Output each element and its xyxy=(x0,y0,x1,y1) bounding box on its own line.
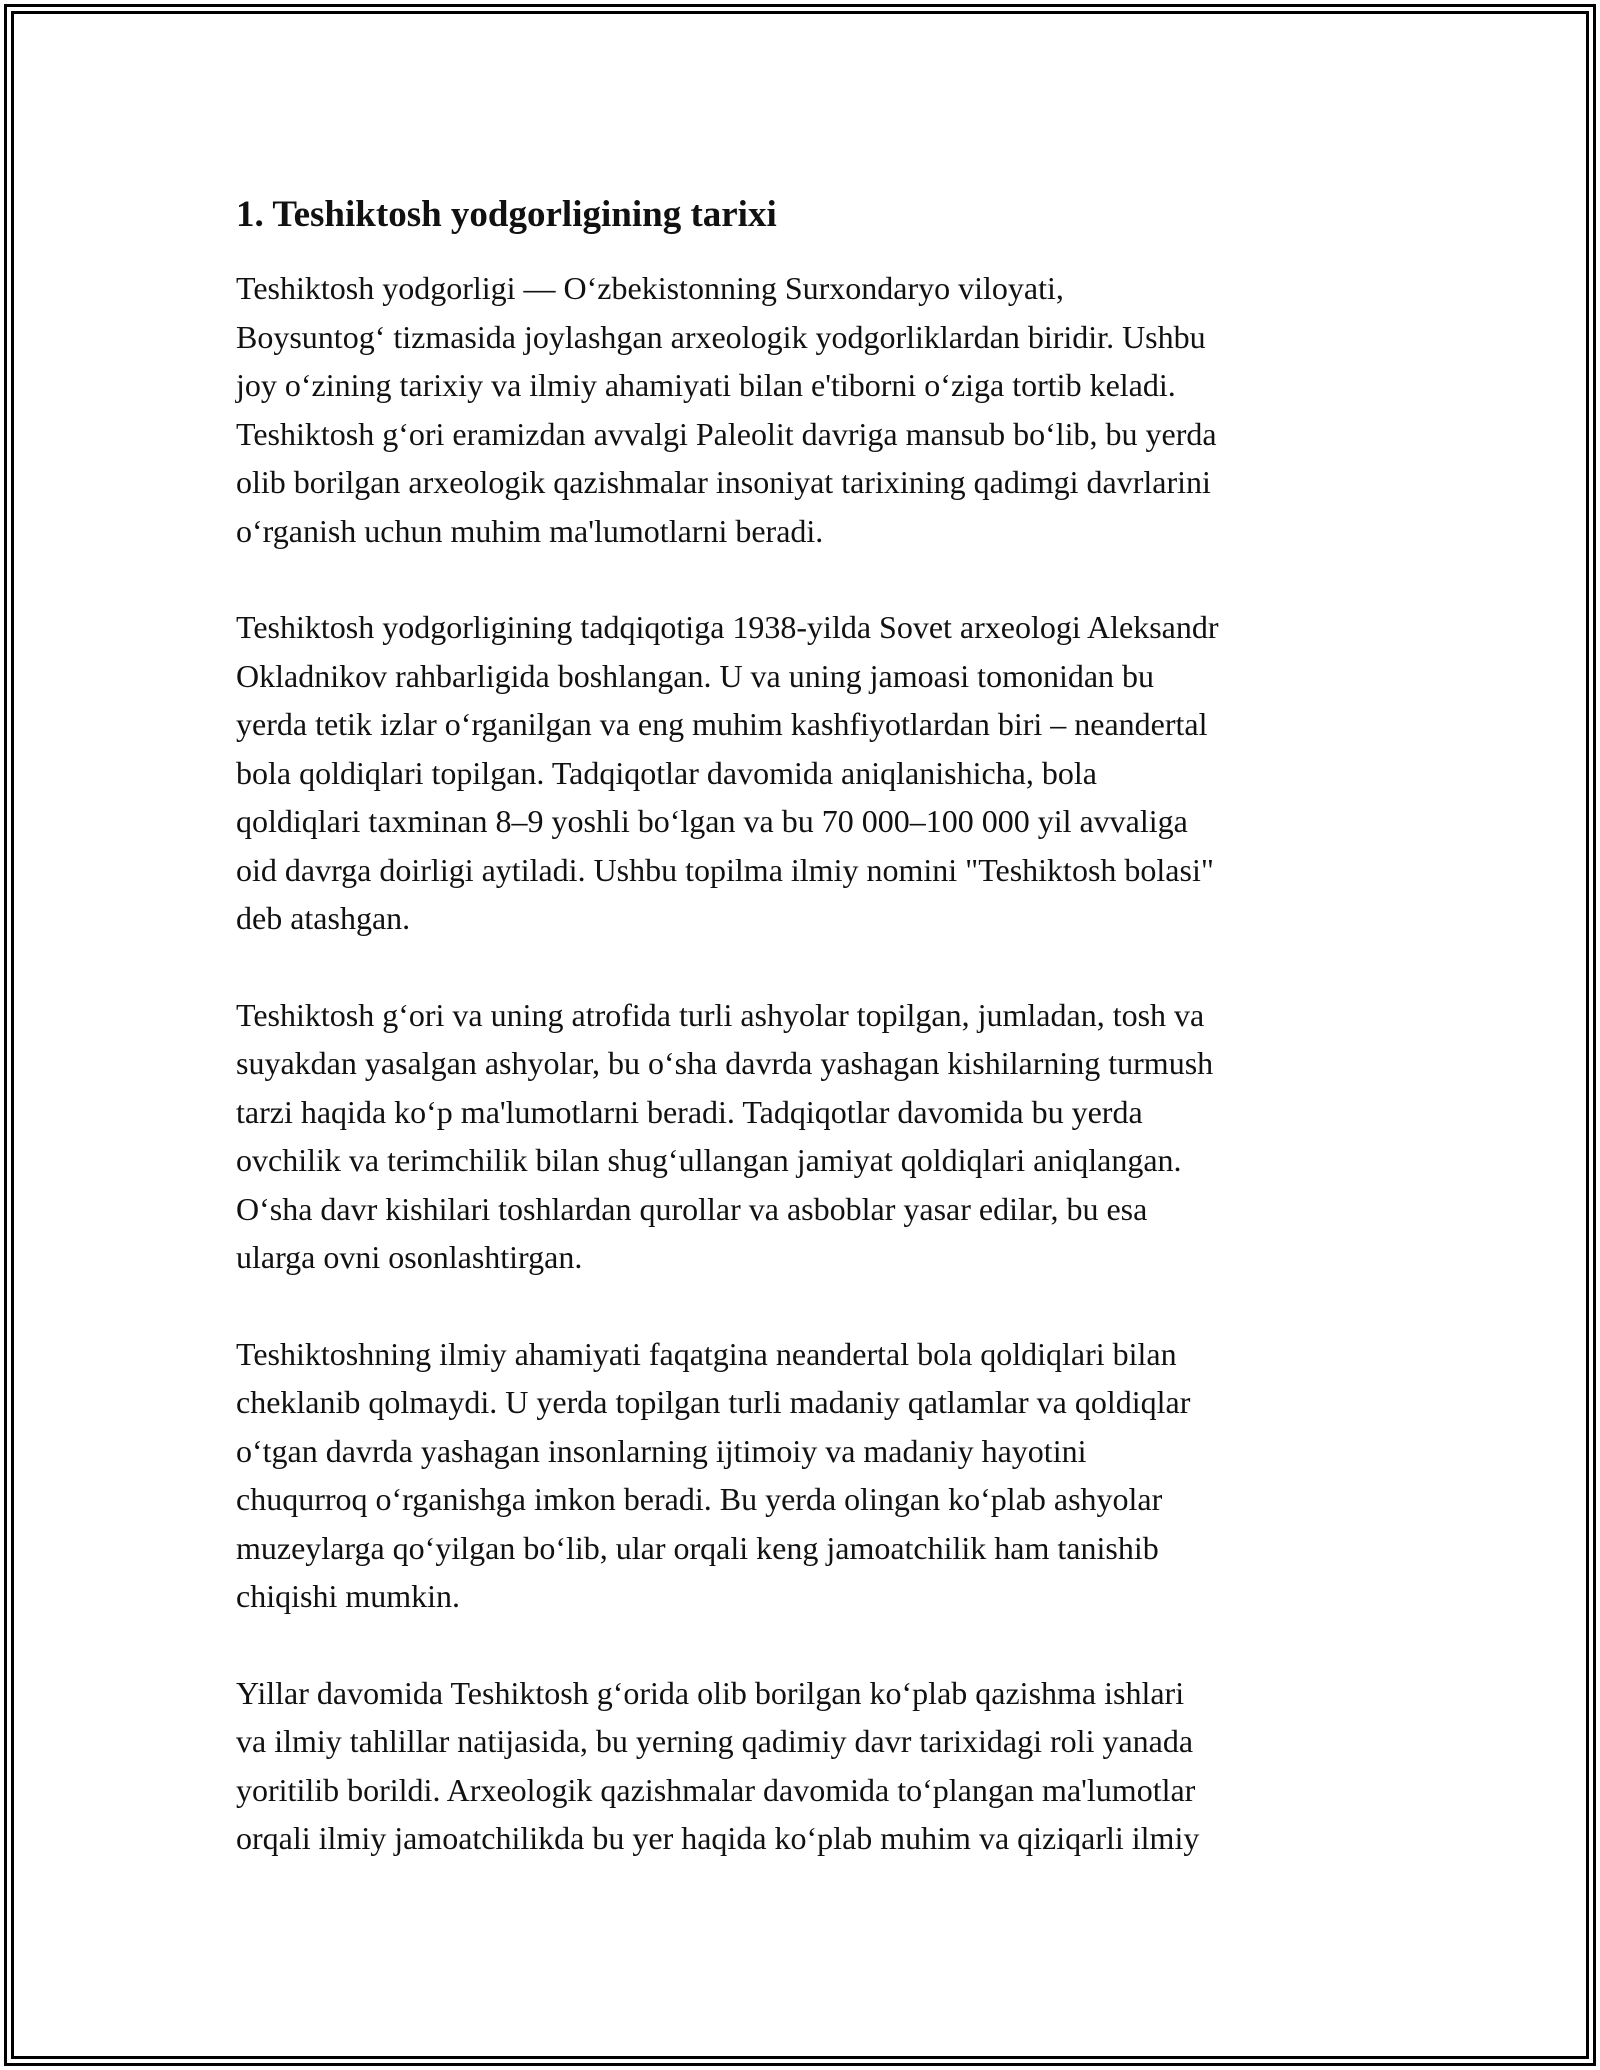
paragraph-3: Teshiktosh g‘ori va uning atrofida turli ashyolar topilgan, jumladan, tosh va suyakdan yasalgan ashyolar, bu o‘sha davrda yashagan kishilarning turmush tarzi haqida ko‘p ma'lumotlarni beradi. Tadqiqotlar davomida bu yerda ovchilik va terimchilik bilan shug‘ullangan jamiyat qoldiqlari aniqlangan. O‘sha davr kishilari toshlardan qurollar va asboblar yasar edilar, bu esa ularga ovni osonlashtirgan. xyxy=(236,996,1214,1275)
document-page xyxy=(236,188,1376,1911)
paragraph-5: Yillar davomida Teshiktosh g‘orida olib borilgan ko‘plab qazishma ishlari va ilmiy tahlillar natijasida, bu yerning qadimiy davr tarixidagi roli yanada yoritilib borildi. Arxeologik qazishmalar davomida to‘plangan ma'lumotlar orqali ilmiy jamoatchilikda bu yer haqida ko‘plab muhim va qiziqarli ilmiy xyxy=(236,1674,1200,1856)
paragraph-2: Teshiktosh yodgorligining tadqiqotiga 1938-yilda Sovet arxeologi Aleksandr Okladnikov rahbarligida boshlangan. U va uning jamoasi tomonidan bu yerda tetik izlar o‘rganilgan va eng muhim kashfiyotlardan biri – neandertal bola qoldiqlari topilgan. Tadqiqotlar davomida aniqlanishicha, bola qoldiqlari taxminan 8–9 yoshli bo‘lgan va bu 70 000–100 000 yil avvaliga oid davrga doirligi aytiladi. Ushbu topilma ilmiy nomini "Teshiktosh bolasi" deb atashgan. xyxy=(236,609,1219,936)
paragraph-1: Teshiktosh yodgorligi — O‘zbekistonning Surxondaryo viloyati, Boysuntog‘ tizmasida joylashgan arxeologik yodgorliklardan biridir. Ushbu joy o‘zining tarixiy va ilmiy ahamiyati bilan e'tiborni o‘ziga tortib keladi. Teshiktosh g‘ori eramizdan avvalgi Paleolit davriga mansub bo‘lib, bu yerda olib borilgan arxeologik qazishmalar insoniyat tarixining qadimgi davrlarini o‘rganish uchun muhim ma'lumotlarni beradi. xyxy=(236,270,1217,549)
section-heading: 1. Teshiktosh yodgorligining tarixi xyxy=(236,194,777,235)
paragraph-4: Teshiktoshning ilmiy ahamiyati faqatgina neandertal bola qoldiqlari bilan cheklanib qolmaydi. U yerda topilgan turli madaniy qatlamlar va qoldiqlar o‘tgan davrda yashagan insonlarning ijtimoiy va madaniy hayotini chuqurroq o‘rganishga imkon beradi. Bu yerda olingan ko‘plab ashyolar muzeylarga qo‘yilgan bo‘lib, ular orqali keng jamoatchilik ham tanishib chiqishi mumkin. xyxy=(236,1335,1191,1614)
